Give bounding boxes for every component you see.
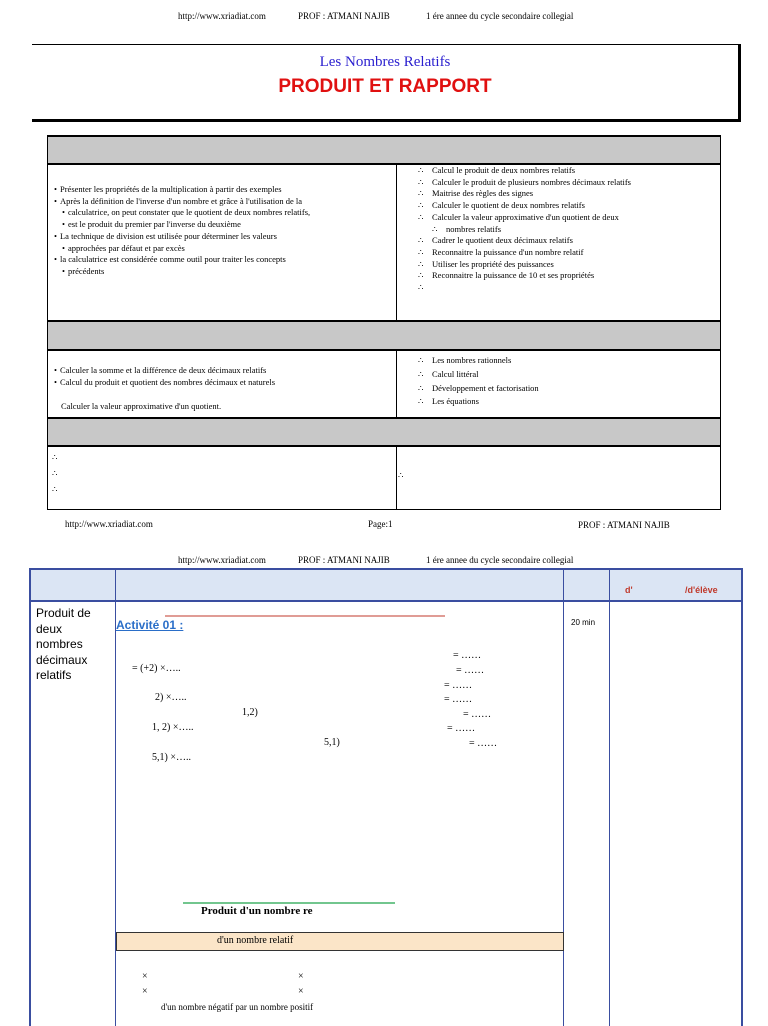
- header-prof: PROF : ATMANI NAJIB: [298, 11, 390, 21]
- list-item: [418, 282, 631, 294]
- header-col4-b: /d'élève: [685, 585, 718, 595]
- expression-left: 2) ×…..: [155, 692, 187, 703]
- list-item-continuation: • est le produit du premier par l'inverse du deuxième: [54, 219, 310, 231]
- list-item: ∴ Les nombres rationnels: [418, 354, 539, 368]
- table-header-row-2: [48, 320, 720, 351]
- header-prof: PROF : ATMANI NAJIB: [298, 555, 390, 565]
- footer-prof: PROF : ATMANI NAJIB: [578, 520, 670, 530]
- highlight-band-text: d'un nombre relatif: [217, 935, 294, 946]
- list-item: ∴ Calculer le quotient de deux nombres relatifs: [418, 200, 631, 212]
- title-subtitle: Les Nombres Relatifs: [319, 54, 451, 70]
- table-header-row-3: [48, 417, 720, 447]
- table-header-row-1: [48, 135, 720, 165]
- list-item: ∴ Les équations: [418, 395, 539, 409]
- activity-duration: 20 min: [571, 618, 596, 627]
- times-symbol: ×: [298, 971, 304, 982]
- header-level: 1 ére annee du cycle secondaire collegial: [426, 555, 574, 565]
- section2-right-text: [418, 354, 539, 409]
- header-url: http://www.xriadiat.com: [178, 11, 266, 21]
- list-item: • la calculatrice est considérée comme outil pour traiter les concepts: [54, 254, 310, 266]
- title-main: PRODUIT ET RAPPORT: [278, 76, 492, 97]
- header-url: http://www.xriadiat.com: [178, 555, 266, 565]
- lesson-table-header: [31, 570, 741, 602]
- expression-left: 5,1): [324, 737, 340, 748]
- list-item-continuation: ∴ nombres relatifs: [418, 224, 631, 236]
- header-level: 1 ére annee du cycle secondaire collegial: [426, 11, 574, 21]
- list-item: • Calcul du produit et quotient des nombres décimaux et naturels: [54, 377, 275, 389]
- section2-left-extra: Calculer la valeur approximative d'un quotient.: [61, 401, 222, 411]
- section2-left-text: [54, 365, 275, 388]
- list-item: [52, 465, 66, 481]
- list-item-continuation: • précédents: [54, 266, 310, 278]
- footer-page: Page:1: [368, 519, 393, 529]
- col-divider-1: [115, 570, 116, 1026]
- subsection-title: Produit d'un nombre re: [201, 905, 313, 917]
- section3-right-text: [398, 470, 412, 482]
- list-item: [52, 449, 66, 465]
- footer-url: http://www.xriadiat.com: [65, 519, 153, 529]
- list-item: • Calculer la somme et la différence de deux décimaux relatifs: [54, 365, 275, 377]
- list-item: • La technique de division est utilisée pour déterminer les valeurs: [54, 231, 310, 243]
- times-symbol: ×: [142, 971, 148, 982]
- list-item: ∴ Calculer le produit de plusieurs nombres décimaux relatifs: [418, 177, 631, 189]
- highlight-band: [116, 932, 564, 951]
- expression-right: = ……: [463, 709, 492, 720]
- list-item: ∴ Calcul le produit de deux nombres relatifs: [418, 165, 631, 177]
- list-item: ∴ Calcul littéral: [418, 368, 539, 382]
- section1-right-text: [418, 165, 631, 294]
- col-divider-2: [563, 570, 564, 1026]
- list-item-continuation: • approchées par défaut et par excès: [54, 243, 310, 255]
- list-item: ∴ Maitrise des règles des signes: [418, 188, 631, 200]
- times-symbol: ×: [142, 986, 148, 997]
- header-col4-a: d': [625, 585, 633, 595]
- section3-left-text: [52, 449, 66, 497]
- expression-left: 5,1) ×…..: [152, 752, 191, 763]
- title-box: [32, 44, 741, 122]
- list-item: [398, 470, 412, 482]
- list-item: ∴ Développement et factorisation: [418, 382, 539, 396]
- list-item: • Présenter les propriétés de la multiplication à partir des exemples: [54, 184, 310, 196]
- expression-right: = ……: [444, 694, 473, 705]
- expression-right: = ……: [453, 650, 482, 661]
- section1-left-text: [54, 184, 310, 278]
- expression-right: = ……: [447, 723, 476, 734]
- bottom-text: d'un nombre négatif par un nombre positif: [161, 1002, 314, 1012]
- section-title-cell: Produit de deux nombres décimaux relatifs: [36, 606, 91, 682]
- lesson-table: [29, 568, 743, 1026]
- times-symbol: ×: [298, 986, 304, 997]
- expression-left: 1,2): [242, 707, 258, 718]
- list-item: ∴ Reconnaitre la puissance d'un nombre relatif: [418, 247, 631, 259]
- activity-title: Activité 01 :: [116, 618, 184, 632]
- col-divider-3: [609, 570, 610, 1026]
- expression-left: 1, 2) ×…..: [152, 722, 194, 733]
- expression-right: = ……: [444, 680, 473, 691]
- expression-left: = (+2) ×…..: [132, 663, 181, 674]
- list-item-continuation: • calculatrice, on peut constater que le quotient de deux nombres relatifs,: [54, 207, 310, 219]
- list-item: • Après la définition de l'inverse d'un nombre et grâce à l'utilisation de la: [54, 196, 310, 208]
- expression-right: = ……: [456, 665, 485, 676]
- expression-right: = ……: [469, 738, 498, 749]
- list-item: ∴ Reconnaitre la puissance de 10 et ses propriétés: [418, 270, 631, 282]
- list-item: [52, 481, 66, 497]
- list-item: ∴ Calculer la valeur approximative d'un quotient de deux: [418, 212, 631, 224]
- list-item: ∴ Utiliser les propriété des puissances: [418, 259, 631, 271]
- list-item: ∴ Cadrer le quotient deux décimaux relatifs: [418, 235, 631, 247]
- red-rule: [165, 615, 447, 618]
- objectives-table: [47, 135, 721, 510]
